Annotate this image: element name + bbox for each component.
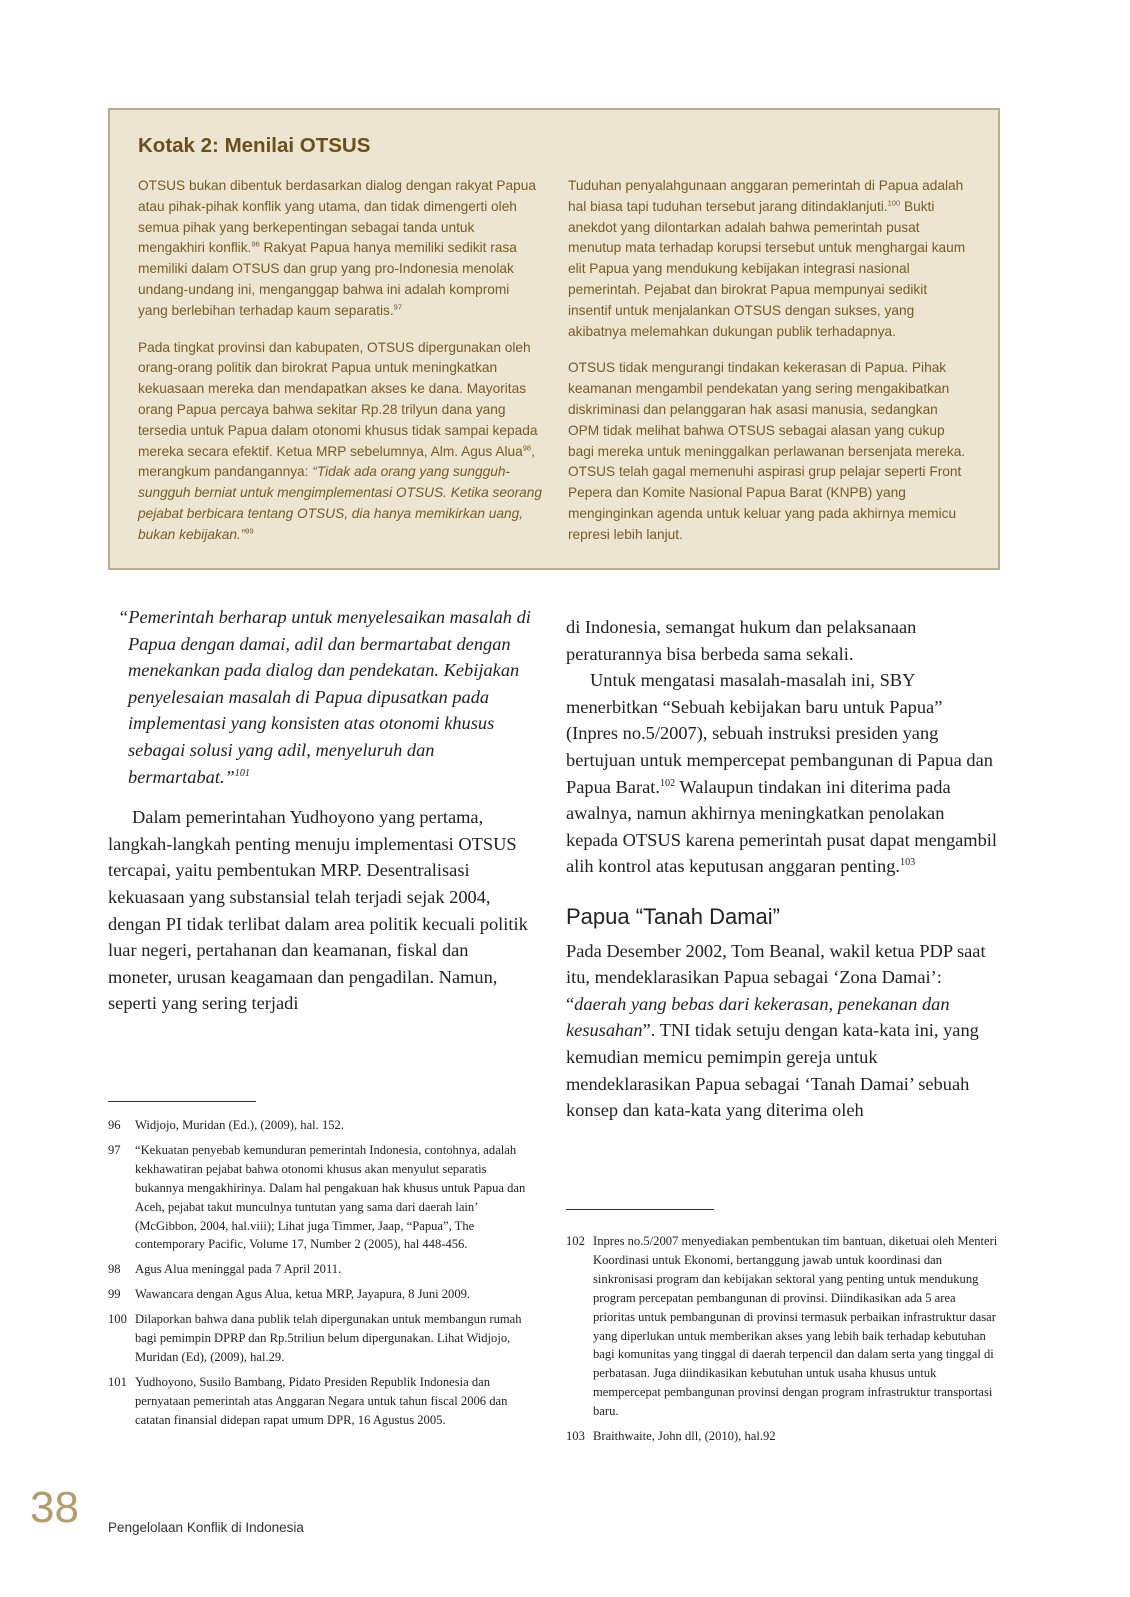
section-heading: Papua “Tanah Damai” xyxy=(566,903,781,929)
footnote-rule xyxy=(108,1101,256,1102)
box-title: Kotak 2: Menilai OTSUS xyxy=(138,134,371,157)
footnote-text: “Kekuatan penyebab kemunduran pemerintah Indonesia, contohnya, adalah kekhawatiran pejabat bahwa otonomi khusus akan menyulut separatis bukannya mengakhirinya. Dalam hal pengakuan hak khusus untuk Papua dan Aceh, pejabat takut munculnya tuntutan yang sama dari daerah lain’ (McGibbon, 2004, hal.viii); Lihat juga Timmer, Jaap, “Papua”, The contemporary Pacific, Volume 17, Number 2 (2005), hal 448-456. xyxy=(135,1142,526,1252)
box-paragraph: OTSUS tidak mengurangi tindakan kekerasan di Papua. Pihak keamanan mengambil pendekatan yang sering mengakibatkan diskriminasi dan pelanggaran hak asasi manusia, sedangkan OPM tidak melihat bahwa OTSUS sebagai alasan yang cukup bagi mereka untuk meninggalkan perlawanan bersenjata mereka. OTSUS telah gagal memenuhi aspirasi grup pelajar seperti Front Pepera dan Komite Nasional Papua Barat (KNPB) yang menginginkan agenda untuk keluar yang pada akhirnya memicu represi lebih lanjut. xyxy=(568,360,966,542)
footnote-number: 103 xyxy=(566,1429,585,1444)
box-quote: “Tidak ada orang yang sungguh-sungguh berniat untuk mengimplementasi OTSUS. Ketika seorang pejabat berbicara tentang OTSUS, dia hanya memikirkan uang, bukan kebijakan.” xyxy=(138,464,543,542)
box-paragraph: Pada tingkat provinsi dan kabupaten, OTSUS dipergunakan oleh orang-orang politik dan birokrat Papua untuk meningkatkan kekuasaan mereka dan mendapatkan akses ke dana. Mayoritas orang Papua percaya bahwa sekitar Rp.28 trilyun dana yang tersedia untuk Papua dalam otonomi khusus tidak sampai kepada mereka secara efektif. Ketua MRP sebelumnya, Alm. Agus Alua$^{98}$, merangkum pandangannya: “Tidak ada orang yang sungguh-sungguh berniat untuk mengimplementasi OTSUS. Ketika seorang pejabat berbicara tentang OTSUS, dia hanya memikirkan uang, bukan kebijakan.”$^{99}$ xyxy=(138,339,543,542)
main-column-left xyxy=(108,604,536,1017)
box-columns xyxy=(138,176,972,562)
footnote-ref[interactable]: 100 xyxy=(887,198,901,208)
info-box xyxy=(108,108,1000,570)
footnote-number: 101 xyxy=(108,1374,127,1389)
footnote-text: Braithwaite, John dll, (2010), hal.92 xyxy=(593,1429,776,1444)
main-column-right xyxy=(566,614,998,1124)
footnote-rule xyxy=(566,1209,714,1210)
footnote-ref[interactable]: 102 xyxy=(659,777,676,789)
box-column-right xyxy=(568,176,972,562)
footnote-number: 97 xyxy=(108,1142,121,1157)
footnote xyxy=(566,1427,998,1446)
footnote-number: 99 xyxy=(108,1287,121,1302)
footnote xyxy=(108,1141,538,1254)
footnote-text: Dilaporkan bahwa dana publik telah dipergunakan untuk membangun rumah bagi pemimpin DPRP dan Rp.5triliun belum dipergunakan. Lihat Widjojo, Muridan (Ed), (2009), hal.29. xyxy=(135,1312,522,1364)
footnote-number: 98 xyxy=(108,1262,121,1277)
footnote xyxy=(108,1373,538,1430)
footnote xyxy=(108,1285,538,1304)
box-paragraph: Tuduhan penyalahgunaan anggaran pemerintah di Papua adalah hal biasa tapi tuduhan tersebut jarang ditindaklanjuti.$^{100}$ Bukti anekdot yang dilontarkan adalah bahwa pemerintah pusat menutup mata terhadap korupsi tersebut untuk menghargai kaum elit Papua yang mendukung kebijakan integrasi nasional pemerintah. Pejabat dan birokrat Papua mempunyai sedikit insentif untuk menjalankan OTSUS dengan sukses, yang akibatnya melemahkan dukungan publik terhadapnya. xyxy=(568,178,966,339)
box-paragraph: OTSUS bukan dibentuk berdasarkan dialog dengan rakyat Papua atau pihak-pihak konflik yang utama, dan tidak dimengerti oleh semua pihak yang berkepentingan sebagai tanda untuk mengakhiri konflik.$^{96}$ Rakyat Papua hanya memiliki sedikit rasa memiliki dalam OTSUS dan grup yang pro-Indonesia menolak undang-undang ini, menganggap bahwa ini adalah kompromi yang berlebihan terhadap kaum separatis.$^{97}$ xyxy=(138,178,536,318)
footnote-text: Widjojo, Muridan (Ed.), (2009), hal. 152. xyxy=(135,1118,345,1132)
footnote-text: Inpres no.5/2007 menyediakan pembentukan tim bantuan, diketuai oleh Menteri Koordinasi untuk Ekonomi, bertanggung jawab untuk koordinasi dan sinkronisasi program dan kebijakan sektoral yang penting untuk mendukung program percepatan pembangunan di provinsi. Diindikasikan ada 5 area prioritas untuk pembangunan di provinsi termasuk perbaikan infrastruktur dasar yang diperlukan untuk memberikan akses yang lebih baik terhadap kebutuhan bagi komunitas yang tinggal di daerah terpencil dan dalam serta yang tinggal di perbatasan. Juga diindikasikan kebutuhan untuk usaha khusus untuk mempercepat pembangunan provinsi dengan program infrastruktur transportasi baru. xyxy=(593,1234,998,1419)
body-paragraph: Pada Desember 2002, Tom Beanal, wakil ketua PDP saat itu, mendeklarasikan Papua sebagai ‘Zona Damai’: “daerah yang bebas dari kekerasan, penekanan dan kesusahan”. TNI tidak setuju dengan kata-kata ini, yang kemudian memicu pemimpin gereja untuk mendeklarasikan Papua sebagai ‘Tanah Damai’ sebuah konsep dan kata-kata yang diterima oleh xyxy=(566,940,986,1121)
footnote xyxy=(108,1260,538,1279)
footnote-number: 96 xyxy=(108,1118,121,1132)
running-title: Pengelolaan Konflik di Indonesia xyxy=(108,1520,304,1535)
footnote xyxy=(108,1116,538,1135)
footnote-number: 102 xyxy=(566,1234,585,1248)
footnote-text: Yudhoyono, Susilo Bambang, Pidato Presiden Republik Indonesia dan pernyataan pemerintah atas Anggaran Negara untuk tahun fiscal 2006 dan catatan finansial didepan rapat umum DPR, 16 Agustus 2005. xyxy=(135,1374,508,1427)
footnote xyxy=(108,1310,538,1367)
footnote-ref[interactable]: 96 xyxy=(251,239,260,249)
footnote-text: Agus Alua meninggal pada 7 April 2011. xyxy=(135,1262,342,1277)
footnotes-left xyxy=(108,1116,538,1436)
page-number: 38 xyxy=(30,1483,79,1532)
box-column-left xyxy=(138,176,542,562)
footnote-ref[interactable]: 99 xyxy=(245,526,254,536)
footnote-ref[interactable]: 101 xyxy=(234,767,250,779)
body-paragraph: di Indonesia, semangat hukum dan pelaksanaan peraturannya bisa berbeda sama sekali. xyxy=(566,617,917,664)
footnotes-right xyxy=(566,1232,998,1452)
footnote-number: 100 xyxy=(108,1312,127,1327)
body-paragraph: Dalam pemerintahan Yudhoyono yang pertama, langkah-langkah penting menuju implementasi OTSUS tercapai, yaitu pembentukan MRP. Desentralisasi kekuasaan yang substansial telah terjadi sejak 2004, dengan PI tidak terlibat dalam area politik kecuali politik luar negeri, pertahanan dan keamanan, fiskal dan moneter, urusan keagamaan dan pengadilan. Namun, seperti yang sering terjadi xyxy=(108,807,528,1014)
footnote-text: Wawancara dengan Agus Alua, ketua MRP, Jayapura, 8 Juni 2009. xyxy=(135,1287,471,1302)
block-quote: “Pemerintah berharap untuk menyelesaikan masalah di Papua dengan damai, adil dan bermartabat dengan menekankan pada dialog dan pendekatan. Kebijakan penyelesaian masalah di Papua dipusatkan pada implementasi yang konsisten atas otonomi khusus sebagai solusi yang adil, menyeluruh dan bermartabat.”$^{101}$ xyxy=(118,607,531,787)
footnote-ref[interactable]: 103 xyxy=(900,857,916,869)
footnote xyxy=(566,1232,998,1421)
footnote-ref[interactable]: 98 xyxy=(522,443,532,452)
body-paragraph: Untuk mengatasi masalah-masalah ini, SBY menerbitkan “Sebuah kebijakan baru untuk Papua” (Inpres no.5/2007), sebuah instruksi presiden yang bertujuan untuk mempercepat pembangunan di Papua dan Papua Barat.$^{102}$ Walaupun tindakan ini diterima pada awalnya, namun akhirnya meningkatkan penolakan kepada OTSUS karena pemerintah pusat dapat mengambil alih kontrol atas keputusan anggaran penting.$^{103}$ xyxy=(566,670,998,877)
footnote-ref[interactable]: 97 xyxy=(393,302,403,312)
